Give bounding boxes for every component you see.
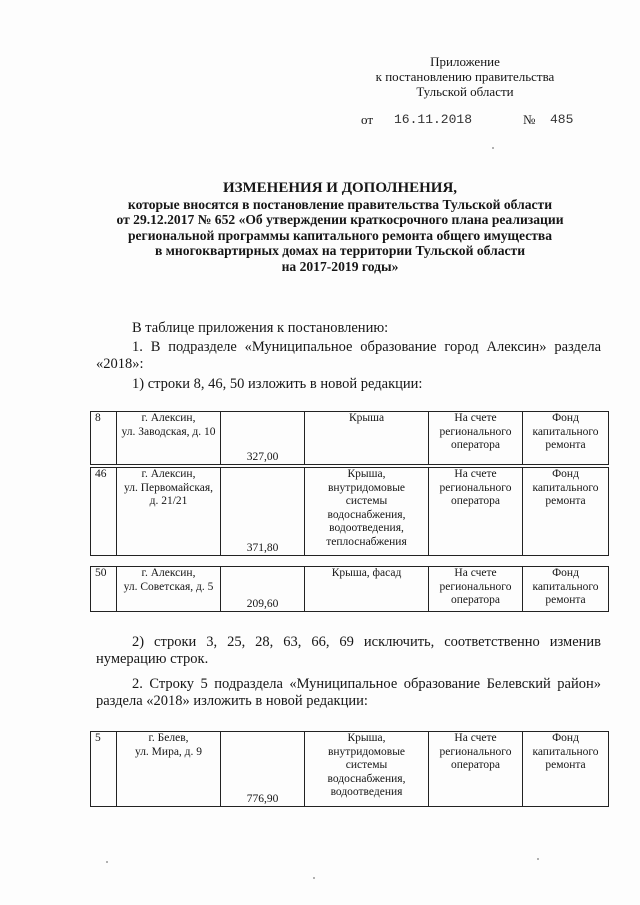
row-cost: 776,90	[221, 732, 305, 807]
row-address: г. Алексин, ул. Первомайская, д. 21/21	[117, 468, 221, 556]
scan-speck	[106, 861, 108, 863]
row-address: г. Белев, ул. Мира, д. 9	[117, 732, 221, 807]
appendix-line2: к постановлению правительства	[375, 69, 555, 84]
row-address-text: г. Алексин, ул. Заводская, д. 10	[121, 412, 216, 438]
number-prefix: №	[523, 112, 536, 127]
table-row-5	[90, 731, 609, 807]
row-number: 8	[91, 412, 117, 465]
title-line: на 2017-2019 годы»	[281, 258, 399, 274]
row-account: На счете регионального оператора	[429, 412, 523, 465]
row-fund: Фонд капитального ремонта	[523, 567, 609, 612]
intro-paragraph: В таблице приложения к постановлению:	[132, 320, 389, 336]
row-work-type: Крыша, внутридомовые системы водоснабжения, водоотведения	[305, 732, 429, 807]
table-row	[91, 412, 609, 465]
item-2-paragraph: 2. Строку 5 подраздела «Муниципальное образование Белевский район» раздела «2018» изложить в новой редакции:	[96, 676, 601, 709]
row-cost: 327,00	[221, 412, 305, 465]
row-address: г. Алексин, ул. Советская, д. 5	[117, 567, 221, 612]
scan-speck	[492, 147, 494, 149]
appendix-header	[360, 54, 570, 99]
title-line: региональной программы капитального ремонта общего имущества	[127, 227, 553, 243]
scan-speck	[313, 877, 315, 879]
item-1-1-paragraph: 1) строки 8, 46, 50 изложить в новой редакции:	[132, 376, 423, 392]
row-cost: 209,60	[221, 567, 305, 612]
row-fund: Фонд капитального ремонта	[523, 732, 609, 807]
table-row-46	[90, 467, 609, 556]
title-main: ИЗМЕНЕНИЯ И ДОПОЛНЕНИЯ,	[222, 180, 458, 196]
item-1-2-paragraph: 2) строки 3, 25, 28, 63, 66, 69 исключить, соответственно изменив нумерацию строк.	[96, 634, 601, 667]
row-cost: 371,80	[221, 468, 305, 556]
document-number: 485	[550, 112, 574, 127]
row-work-type: Крыша	[305, 412, 429, 465]
row-account: На счете регионального оператора	[429, 732, 523, 807]
appendix-line3: Тульской области	[416, 84, 514, 99]
appendix-label: Приложение	[430, 54, 500, 69]
table-row-8	[90, 411, 609, 465]
table-row-50	[90, 566, 609, 612]
title-line: от 29.12.2017 № 652 «Об утверждении краткосрочного плана реализации	[116, 212, 564, 228]
row-work-type: Крыша, фасад	[305, 567, 429, 612]
row-number: 5	[91, 732, 117, 807]
row-fund: Фонд капитального ремонта	[523, 468, 609, 556]
table-row	[91, 567, 609, 612]
row-address	[117, 412, 221, 465]
row-account: На счете регионального оператора	[429, 567, 523, 612]
item-1-paragraph: 1. В подразделе «Муниципальное образование город Алексин» раздела «2018»:	[96, 339, 601, 372]
row-account: На счете регионального оператора	[429, 468, 523, 556]
row-number: 46	[91, 468, 117, 556]
title-line: которые вносятся в постановление правительства Тульской области	[127, 196, 553, 212]
row-work-type: Крыша, внутридомовые системы водоснабжения, водоотведения, теплоснабжения	[305, 468, 429, 556]
row-fund: Фонд капитального ремонта	[523, 412, 609, 465]
document-title	[60, 181, 620, 275]
table-row	[91, 732, 609, 807]
title-line: в многоквартирных домах на территории Тульской области	[154, 243, 526, 259]
document-date: 16.11.2018	[394, 112, 473, 127]
date-prefix: от	[361, 112, 374, 127]
row-number: 50	[91, 567, 117, 612]
table-row	[91, 468, 609, 556]
scan-speck	[537, 858, 539, 860]
